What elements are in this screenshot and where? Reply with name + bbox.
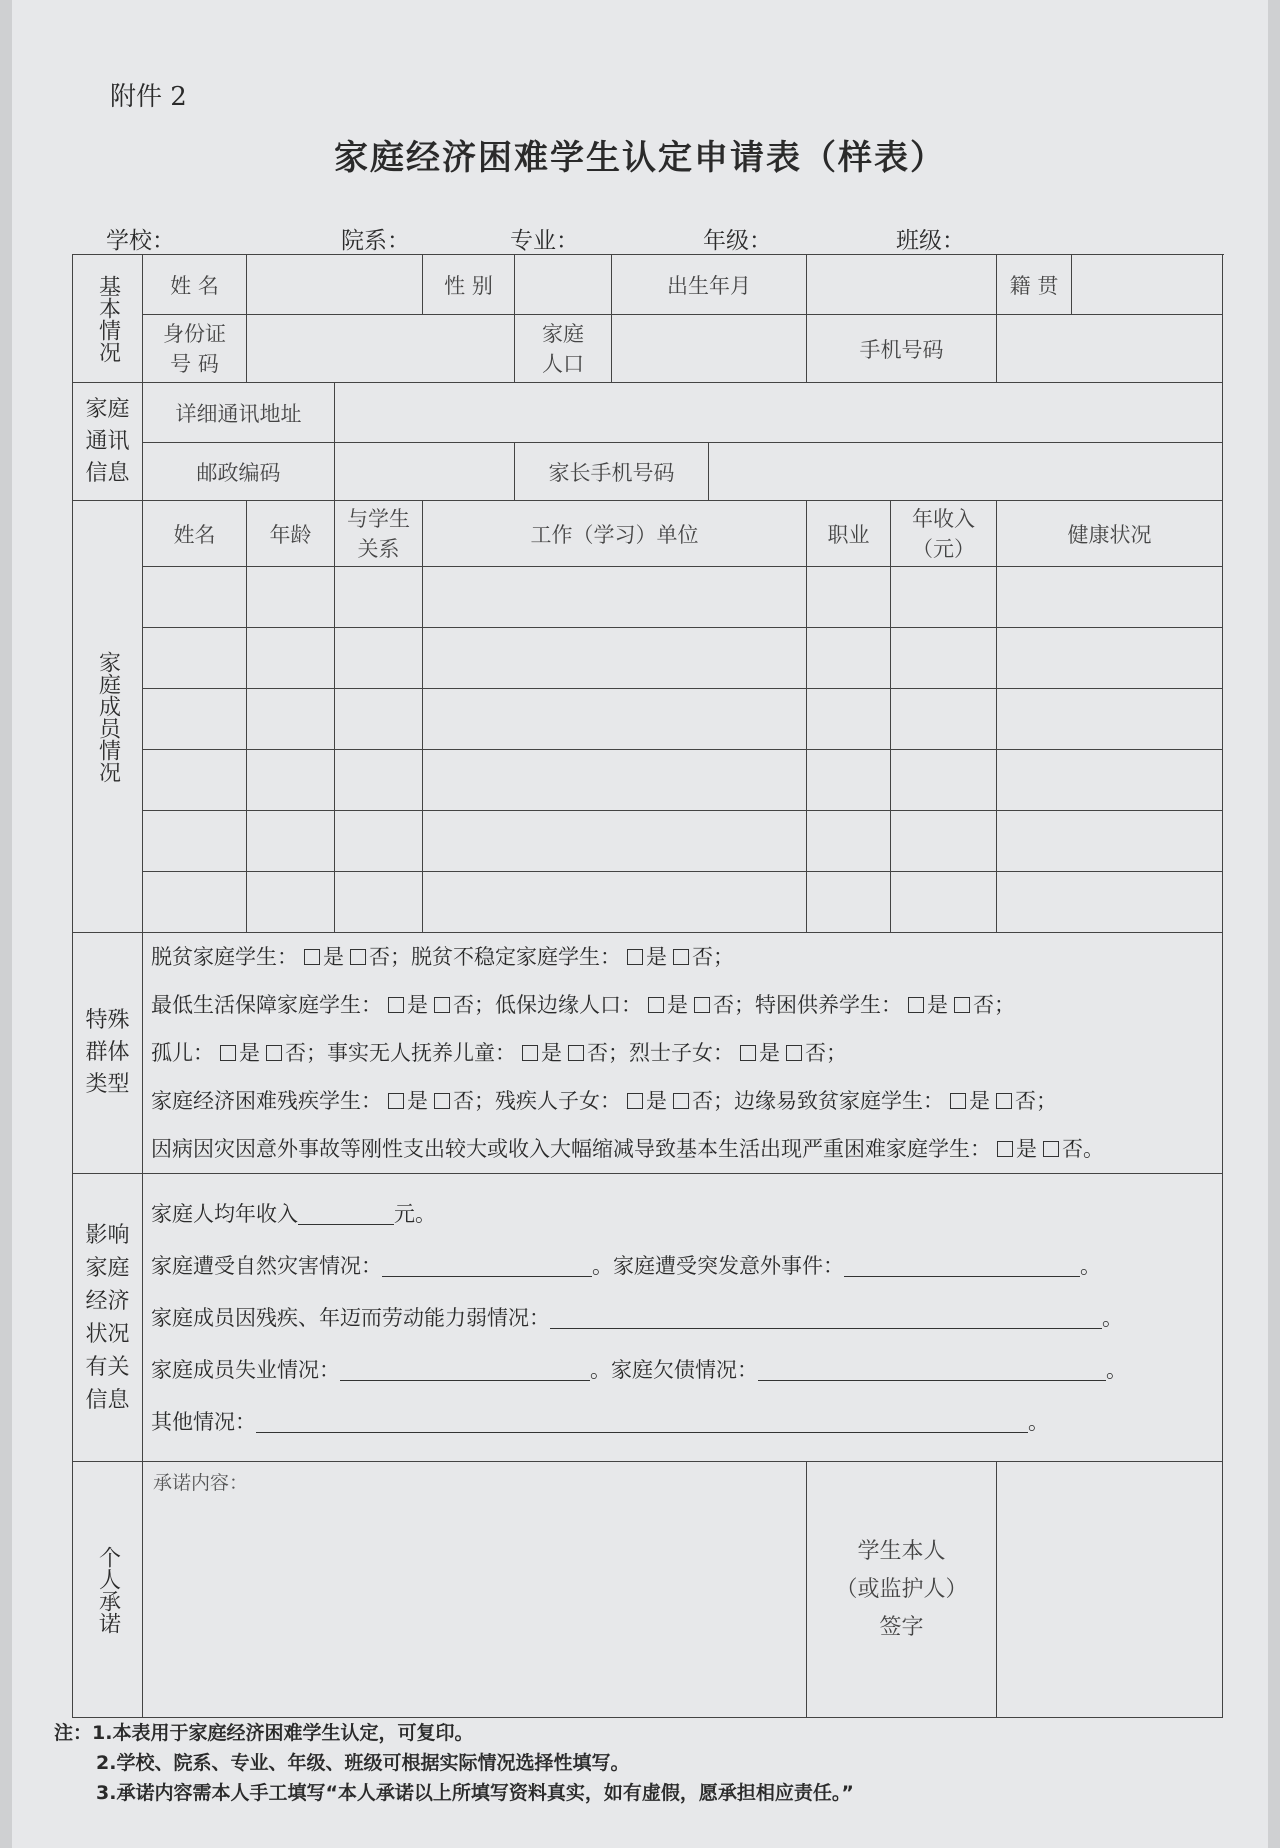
special-option-line <box>151 981 1214 1029</box>
members-section-header: 家庭成员情况 <box>73 501 143 933</box>
yes-checkbox[interactable] <box>740 1045 756 1061</box>
household-field[interactable] <box>612 315 807 383</box>
economic-section-header: 影响家庭经济状况有关信息 <box>73 1174 143 1462</box>
income-label: 家庭人均年收入 <box>151 1201 298 1226</box>
member-work-header: 工作（学习）单位 <box>423 501 807 567</box>
note-1: 注：1.本表用于家庭经济困难学生认定，可复印。 <box>54 1722 474 1744</box>
special-option-label: 最低生活保障家庭学生： <box>151 993 382 1017</box>
member-age-cell[interactable] <box>247 567 335 628</box>
special-option-line <box>151 1029 1214 1077</box>
member-health-header: 健康状况 <box>997 501 1223 567</box>
member-income-cell[interactable] <box>891 689 997 750</box>
member-health-cell[interactable] <box>997 689 1223 750</box>
pledge-content-label: 承诺内容： <box>153 1472 249 1494</box>
attachment-label: 附件 2 <box>110 82 187 112</box>
special-option-label: 脱贫不稳定家庭学生： <box>411 945 621 969</box>
dept-label: 院系： <box>341 228 410 254</box>
punctuation: ； <box>734 993 755 1017</box>
no-checkbox[interactable] <box>694 997 710 1013</box>
no-label: 否 <box>587 1041 608 1065</box>
address-field[interactable] <box>335 383 1223 443</box>
household-label: 家庭 人口 <box>515 315 612 383</box>
yes-checkbox[interactable] <box>997 1141 1013 1157</box>
contact-section-header: 家庭通讯信息 <box>73 383 143 501</box>
id-number-label: 身份证 号 码 <box>143 315 247 383</box>
yes-label: 是 <box>927 993 948 1017</box>
yes-checkbox[interactable] <box>627 949 643 965</box>
member-row <box>73 689 1223 750</box>
disaster-line <box>151 1240 1214 1292</box>
punctuation: 。 <box>1083 1137 1104 1161</box>
school-label: 学校： <box>106 228 175 254</box>
note-2: 2.学校、院系、专业、年级、班级可根据实际情况选择性填写。 <box>96 1752 630 1774</box>
punctuation: ； <box>994 993 1015 1017</box>
special-option-line <box>151 1077 1214 1125</box>
special-option-label: 低保边缘人口： <box>495 993 642 1017</box>
period: 。 <box>1106 1357 1127 1382</box>
yes-label: 是 <box>239 1041 260 1065</box>
member-relation-cell[interactable] <box>335 567 423 628</box>
birth-label: 出生年月 <box>612 255 807 315</box>
grade-label: 年级： <box>703 228 772 254</box>
special-option-label: 因病因灾因意外事故等刚性支出较大或收入大幅缩减导致基本生活出现严重困难家庭学生： <box>151 1137 991 1161</box>
member-job-cell[interactable] <box>807 689 891 750</box>
class-field[interactable] <box>969 230 1087 255</box>
name-label: 姓 名 <box>143 255 247 315</box>
member-row <box>73 628 1223 689</box>
special-option-label: 残疾人子女： <box>495 1089 621 1113</box>
member-age-cell[interactable] <box>247 811 335 872</box>
special-options <box>143 933 1223 1174</box>
no-label: 否 <box>713 993 734 1017</box>
no-label: 否 <box>453 993 474 1017</box>
punctuation: ； <box>608 1041 629 1065</box>
member-income-cell[interactable] <box>891 750 997 811</box>
yes-checkbox[interactable] <box>908 997 924 1013</box>
dept-field[interactable] <box>414 230 506 255</box>
yes-checkbox[interactable] <box>522 1045 538 1061</box>
member-work-cell[interactable] <box>423 628 807 689</box>
disability-label: 家庭成员因残疾、年迈而劳动能力弱情况： <box>151 1305 550 1330</box>
yes-label: 是 <box>407 993 428 1017</box>
income-field[interactable] <box>298 1202 394 1225</box>
punctuation: ； <box>474 993 495 1017</box>
signature-label: 学生本人 （或监护人） 签字 <box>807 1462 997 1718</box>
punctuation: ； <box>390 945 411 969</box>
no-checkbox[interactable] <box>568 1045 584 1061</box>
member-row <box>73 750 1223 811</box>
member-name-cell[interactable] <box>143 750 247 811</box>
punctuation: ； <box>713 1089 734 1113</box>
special-option-label: 事实无人抚养儿童： <box>327 1041 516 1065</box>
special-option-label: 烈士子女： <box>629 1041 734 1065</box>
yes-checkbox[interactable] <box>388 997 404 1013</box>
parent-phone-label: 家长手机号码 <box>515 443 709 501</box>
yes-label: 是 <box>407 1089 428 1113</box>
member-income-cell[interactable] <box>891 872 997 933</box>
special-option-label: 家庭经济困难残疾学生： <box>151 1089 382 1113</box>
parent-phone-field[interactable] <box>709 443 1223 501</box>
member-age-cell[interactable] <box>247 628 335 689</box>
postcode-field[interactable] <box>335 443 515 501</box>
pledge-content-cell[interactable] <box>143 1462 807 1718</box>
no-label: 否 <box>369 945 390 969</box>
member-work-cell[interactable] <box>423 872 807 933</box>
accident-field[interactable] <box>844 1254 1080 1277</box>
member-relation-cell[interactable] <box>335 872 423 933</box>
member-relation-header: 与学生 关系 <box>335 501 423 567</box>
member-income-cell[interactable] <box>891 567 997 628</box>
punctuation: ； <box>1036 1089 1057 1113</box>
period: 。 <box>1080 1253 1101 1278</box>
member-work-cell[interactable] <box>423 567 807 628</box>
school-info-line <box>106 222 1091 255</box>
member-age-cell[interactable] <box>247 872 335 933</box>
yes-checkbox[interactable] <box>304 949 320 965</box>
member-age-cell[interactable] <box>247 689 335 750</box>
member-health-cell[interactable] <box>997 811 1223 872</box>
member-income-cell[interactable] <box>891 811 997 872</box>
member-income-cell[interactable] <box>891 628 997 689</box>
member-health-cell[interactable] <box>997 872 1223 933</box>
basic-section-header: 基本情况 <box>73 255 143 383</box>
punctuation: ； <box>474 1089 495 1113</box>
yes-label: 是 <box>646 945 667 969</box>
other-field[interactable] <box>256 1410 1028 1433</box>
member-job-cell[interactable] <box>807 750 891 811</box>
yes-checkbox[interactable] <box>627 1093 643 1109</box>
debt-label: 家庭欠债情况： <box>611 1357 758 1382</box>
special-option-label: 脱贫家庭学生： <box>151 945 298 969</box>
yes-label: 是 <box>323 945 344 969</box>
note-3: 3.承诺内容需本人手工填写“本人承诺以上所填写资料真实，如有虚假，愿承担相应责任。” <box>96 1782 854 1804</box>
yes-checkbox[interactable] <box>220 1045 236 1061</box>
name-field[interactable] <box>247 255 423 315</box>
member-name-cell[interactable] <box>143 811 247 872</box>
no-label: 否 <box>285 1041 306 1065</box>
unemployment-line <box>151 1344 1214 1396</box>
no-checkbox[interactable] <box>786 1045 802 1061</box>
no-checkbox[interactable] <box>996 1093 1012 1109</box>
member-age-cell[interactable] <box>247 750 335 811</box>
income-line <box>151 1188 1214 1240</box>
accident-label: 家庭遭受突发意外事件： <box>613 1253 844 1278</box>
member-age-header: 年龄 <box>247 501 335 567</box>
member-row <box>73 811 1223 872</box>
no-checkbox[interactable] <box>434 1093 450 1109</box>
special-option-label: 边缘易致贫家庭学生： <box>734 1089 944 1113</box>
no-checkbox[interactable] <box>1043 1141 1059 1157</box>
member-relation-cell[interactable] <box>335 811 423 872</box>
phone-label: 手机号码 <box>807 315 997 383</box>
punctuation: ； <box>306 1041 327 1065</box>
special-option-line <box>151 1125 1214 1173</box>
yes-label: 是 <box>759 1041 780 1065</box>
member-job-header: 职业 <box>807 501 891 567</box>
no-label: 否 <box>1015 1089 1036 1113</box>
special-option-label: 孤儿： <box>151 1041 214 1065</box>
form-page <box>12 0 1268 1848</box>
major-label: 专业： <box>510 228 579 254</box>
member-job-cell[interactable] <box>807 872 891 933</box>
member-relation-cell[interactable] <box>335 628 423 689</box>
member-work-cell[interactable] <box>423 811 807 872</box>
birth-field[interactable] <box>807 255 997 315</box>
no-label: 否 <box>453 1089 474 1113</box>
special-option-line <box>151 933 1214 981</box>
period: 。 <box>1028 1409 1049 1434</box>
disability-line <box>151 1292 1214 1344</box>
income-unit: 元。 <box>394 1201 436 1226</box>
yes-label: 是 <box>969 1089 990 1113</box>
member-job-cell[interactable] <box>807 811 891 872</box>
no-label: 否 <box>805 1041 826 1065</box>
no-label: 否 <box>692 1089 713 1113</box>
school-field[interactable] <box>179 230 337 255</box>
no-checkbox[interactable] <box>434 997 450 1013</box>
notes <box>54 1718 854 1808</box>
member-name-cell[interactable] <box>143 689 247 750</box>
disaster-label: 家庭遭受自然灾害情况： <box>151 1253 382 1278</box>
member-health-cell[interactable] <box>997 750 1223 811</box>
member-name-cell[interactable] <box>143 628 247 689</box>
gender-field[interactable] <box>515 255 612 315</box>
no-checkbox[interactable] <box>673 1093 689 1109</box>
form-title: 家庭经济困难学生认定申请表（样表） <box>334 138 946 178</box>
address-label: 详细通讯地址 <box>143 383 335 443</box>
member-income-header: 年收入 （元） <box>891 501 997 567</box>
member-name-header: 姓名 <box>143 501 247 567</box>
disaster-field[interactable] <box>382 1254 592 1277</box>
no-checkbox[interactable] <box>266 1045 282 1061</box>
other-line <box>151 1396 1214 1448</box>
id-number-field[interactable] <box>247 315 515 383</box>
no-label: 否 <box>692 945 713 969</box>
native-label: 籍 贯 <box>997 255 1072 315</box>
no-checkbox[interactable] <box>350 949 366 965</box>
signature-field[interactable] <box>997 1462 1223 1718</box>
period: 。 <box>590 1357 611 1382</box>
no-checkbox[interactable] <box>954 997 970 1013</box>
punctuation: ； <box>713 945 734 969</box>
yes-label: 是 <box>646 1089 667 1113</box>
gender-label: 性 别 <box>423 255 515 315</box>
member-health-cell[interactable] <box>997 567 1223 628</box>
no-checkbox[interactable] <box>673 949 689 965</box>
no-label: 否 <box>1062 1137 1083 1161</box>
period: 。 <box>592 1253 613 1278</box>
no-label: 否 <box>973 993 994 1017</box>
class-label: 班级： <box>896 228 965 254</box>
member-name-cell[interactable] <box>143 567 247 628</box>
member-work-cell[interactable] <box>423 689 807 750</box>
yes-checkbox[interactable] <box>950 1093 966 1109</box>
yes-label: 是 <box>541 1041 562 1065</box>
punctuation: ； <box>826 1041 847 1065</box>
yes-checkbox[interactable] <box>388 1093 404 1109</box>
disability-field[interactable] <box>550 1306 1102 1329</box>
major-field[interactable] <box>583 230 699 255</box>
pledge-section-header: 个人承诺 <box>73 1462 143 1718</box>
phone-field[interactable] <box>997 315 1223 383</box>
member-row <box>73 567 1223 628</box>
member-name-cell[interactable] <box>143 872 247 933</box>
other-label: 其他情况： <box>151 1409 256 1434</box>
member-job-cell[interactable] <box>807 628 891 689</box>
member-job-cell[interactable] <box>807 567 891 628</box>
yes-label: 是 <box>1016 1137 1037 1161</box>
special-option-label: 特困供养学生： <box>755 993 902 1017</box>
yes-label: 是 <box>667 993 688 1017</box>
member-relation-cell[interactable] <box>335 689 423 750</box>
postcode-label: 邮政编码 <box>143 443 335 501</box>
period: 。 <box>1102 1305 1123 1330</box>
member-relation-cell[interactable] <box>335 750 423 811</box>
member-row <box>73 872 1223 933</box>
member-health-cell[interactable] <box>997 628 1223 689</box>
special-section-header: 特殊群体类型 <box>73 933 143 1174</box>
yes-checkbox[interactable] <box>648 997 664 1013</box>
member-work-cell[interactable] <box>423 750 807 811</box>
grade-field[interactable] <box>776 230 892 255</box>
unemployment-label: 家庭成员失业情况： <box>151 1357 340 1382</box>
debt-field[interactable] <box>758 1358 1106 1381</box>
unemployment-field[interactable] <box>340 1358 590 1381</box>
native-field[interactable] <box>1072 255 1223 315</box>
economic-info <box>143 1174 1223 1462</box>
application-table <box>72 254 1223 1718</box>
